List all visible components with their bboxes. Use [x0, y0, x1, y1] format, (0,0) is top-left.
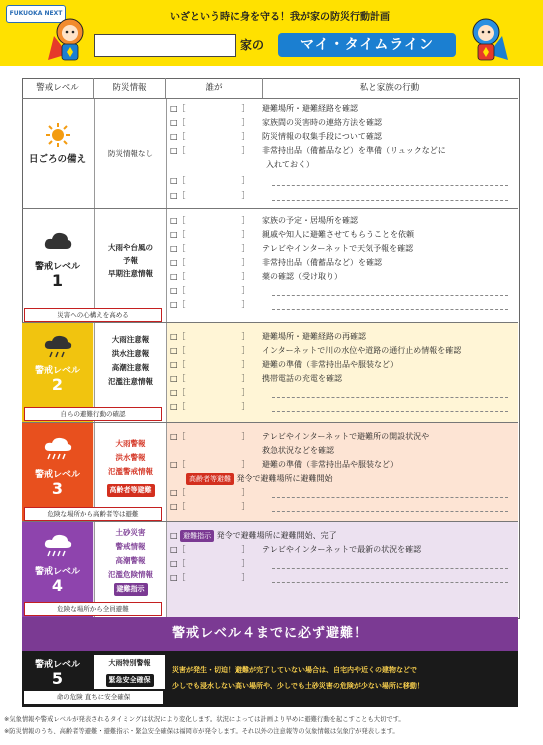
sun-icon [46, 123, 70, 147]
action-text: 家族の予定・居場所を確認 [262, 216, 358, 225]
table-header [22, 78, 518, 99]
action-text: 救急状況などを確認 [262, 446, 334, 455]
who-field[interactable]: □［ ］ [170, 132, 250, 141]
top-title: いざという時に身を守る！我が家の防災行動計画 [170, 12, 390, 23]
level-tag: 危険な場所から高齢者等は避難 [24, 507, 162, 521]
who-field[interactable]: □［ ］ [170, 176, 250, 185]
who-field[interactable]: □［ ］ [170, 460, 250, 469]
level-tag: 危険な場所から全員避難 [24, 602, 162, 616]
action-text: 非常持出品（備蓄品など）を確認 [262, 258, 382, 267]
action-blank-line[interactable] [272, 185, 508, 186]
rain-cloud-icon [44, 335, 72, 359]
info-text: 大雨や台風の [108, 243, 153, 252]
info-text: 早期注意情報 [108, 269, 153, 278]
mascot-left-icon [48, 16, 90, 64]
who-field[interactable]: □［ ］ [170, 502, 250, 511]
banner-text: 警戒レベル４までに必ず避難！ [171, 626, 368, 641]
who-field[interactable]: □［ ］ [170, 300, 250, 309]
action-blank-line[interactable] [272, 582, 508, 583]
info-text: 洪水注意報 [111, 349, 150, 358]
action-text: 発令で避難場所に避難開始 [236, 474, 333, 483]
row-daily [22, 98, 518, 209]
action-blank-line[interactable] [272, 511, 508, 512]
info-text: 氾濫注意情報 [108, 377, 153, 386]
info-text: 大雨警報 [115, 439, 146, 448]
level5-text: 災害が発生・切迫！避難が完了していない場合は、自宅内や近くの建物などで [172, 666, 417, 674]
who-field[interactable]: □［ ］ [170, 559, 250, 568]
mascot-right-icon [466, 16, 508, 64]
info-cell [94, 99, 167, 209]
row-level-5 [22, 651, 518, 707]
who-field[interactable]: □［ ］ [170, 216, 250, 225]
who-field[interactable]: □［ ］ [170, 230, 250, 239]
level-label: 警戒レベル [34, 262, 80, 272]
who-field[interactable]: □［ ］ [170, 191, 250, 200]
who-field[interactable]: □［ ］ [170, 332, 250, 341]
action-cell [262, 209, 518, 323]
action-text: 発令で避難場所に避難開始、完了 [216, 531, 337, 540]
level-tag: 災害への心構えを高める [24, 308, 162, 322]
action-text: テレビやインターネットで天気予報を確認 [262, 244, 414, 253]
action-blank-line[interactable] [272, 309, 508, 310]
info-text: 氾濫危険情報 [108, 570, 153, 579]
action-text: 避難の準備（非常持出品や服装など） [262, 460, 398, 469]
row-level-1 [22, 208, 518, 323]
action-blank-line[interactable] [272, 200, 508, 201]
action-text: 非常持出品（備蓄品など）を準備（リュックなどに [262, 146, 446, 155]
action-text: テレビやインターネットで最新の状況を確認 [262, 545, 422, 554]
info-text: 高潮注意報 [111, 363, 150, 372]
info-cell [94, 209, 167, 323]
who-field[interactable]: □［ ］ [170, 402, 250, 411]
action-cell [262, 323, 518, 423]
cloud-icon [44, 231, 72, 251]
level-label: 警戒レベル [34, 470, 80, 480]
action-text: 避難場所・避難経路を確認 [262, 104, 358, 113]
level-number: 4 [51, 576, 64, 595]
storm-icon [44, 534, 72, 558]
info-cell [94, 655, 165, 689]
who-field[interactable]: □［ ］ [170, 374, 250, 383]
heavy-rain-icon [44, 437, 72, 461]
inline-evac-line [186, 473, 333, 485]
main-title: マイ・タイムライン [278, 33, 456, 57]
action-blank-line[interactable] [272, 295, 508, 296]
th-who: 誰が [166, 78, 263, 98]
who-field[interactable]: □［ ］ [170, 388, 250, 397]
action-text: 防災情報の収集手段について確認 [262, 132, 382, 141]
action-text: 家族間の災害時の連絡方法を確認 [262, 118, 382, 127]
who-field[interactable]: □［ ］ [170, 272, 250, 281]
action-blank-line[interactable] [272, 411, 508, 412]
level-cell [22, 99, 93, 209]
action-text: 薬の確認（受け取り） [262, 272, 342, 281]
level-tag: 自らの避難行動の確認 [24, 407, 162, 421]
who-field[interactable]: □［ ］ [170, 545, 250, 554]
th-action: 私と家族の行動 [359, 83, 420, 93]
level-tag: 命の危険 直ちに安全確保 [24, 691, 163, 704]
info-text: 予報 [123, 256, 138, 265]
who-cell[interactable] [166, 323, 262, 423]
th-info: 防災情報 [94, 78, 166, 98]
action-text: 携帯電話の充電を確認 [262, 374, 342, 383]
level-label: 警戒レベル [34, 567, 80, 577]
level5-text: 少しでも浸水しない高い場所や、少しでも土砂災害の危険が少ない場所に移動！ [172, 682, 424, 690]
action-text: 親戚や知人に避難させてもらうことを依頼 [262, 230, 414, 239]
who-cell[interactable] [166, 99, 262, 209]
row-level-2 [22, 322, 518, 423]
action-text: 避難の準備（非常持出品や服装など） [262, 360, 398, 369]
who-field[interactable]: □［ ］ [170, 432, 250, 441]
th-level: 警戒レベル [22, 78, 94, 98]
level-label: 警戒レベル [34, 366, 80, 376]
who-field[interactable]: □［ ］ [170, 104, 250, 113]
level-name: 日ごろの備え [28, 154, 86, 165]
level-number: 3 [51, 479, 64, 498]
who-cell[interactable] [166, 209, 262, 323]
level-number: 1 [51, 271, 64, 290]
info-text: 防災情報なし [108, 149, 153, 158]
footnote: ※気象情報や警戒レベルが発表されるタイミングは状況により変化します。状況によっては計画より早めに避難行動を起こすことも大切です。 [4, 716, 405, 723]
info-text: 高潮警報 [115, 556, 146, 565]
who-field[interactable]: □［ ］ [170, 573, 250, 582]
family-suffix: 家の [240, 38, 265, 52]
info-text: 大雨特別警報 [108, 659, 151, 667]
who-field[interactable]: □［ ］ [170, 286, 250, 295]
who-field[interactable]: □［ ］ [170, 146, 250, 155]
evac-badge: 高齢者等避難 [107, 484, 155, 497]
row-level-4 [22, 521, 518, 618]
action-blank-line[interactable] [272, 568, 508, 569]
inline-evac-line [170, 530, 337, 542]
evacuate-banner [22, 617, 518, 651]
who-field[interactable]: □［ ］ [170, 244, 250, 253]
info-text: 氾濫警戒情報 [108, 467, 153, 476]
level-cell [22, 209, 93, 323]
who-field[interactable]: □［ ］ [170, 346, 250, 355]
level-number: 2 [51, 375, 64, 394]
action-text: インターネットで川の水位や道路の通行止め情報を確認 [262, 346, 462, 355]
who-field[interactable]: □［ ］ [170, 360, 250, 369]
inline-badge: 高齢者等避難 [186, 473, 234, 485]
who-field[interactable]: □［ ］ [170, 118, 250, 127]
action-text: テレビやインターネットで避難所の開設状況や [262, 432, 430, 441]
level-number: 5 [51, 669, 64, 688]
row-level-3 [22, 422, 518, 522]
action-blank-line[interactable] [272, 497, 508, 498]
family-name-input[interactable] [94, 34, 236, 57]
info-text: 土砂災害 [115, 528, 146, 537]
info-text: 洪水警報 [115, 453, 146, 462]
inline-badge: 避難指示 [180, 530, 214, 542]
action-cell [262, 99, 518, 209]
who-field[interactable]: □ [170, 531, 178, 540]
footnote: ※防災情報のうち、高齢者等避難・避難指示・緊急安全確保は福岡市が発令します。それ以外の注意報等の気象情報は気象庁が発表します。 [4, 728, 399, 735]
action-text: 入れておく） [266, 160, 314, 169]
action-blank-line[interactable] [272, 397, 508, 398]
level-label: 警戒レベル [34, 660, 80, 670]
evac-badge: 避難指示 [114, 583, 148, 596]
action-text: 避難場所・避難経路の再確認 [262, 332, 366, 341]
info-text: 警戒情報 [115, 542, 146, 551]
who-field[interactable]: □［ ］ [170, 488, 250, 497]
logo: FUKUOKA NEXT [6, 5, 66, 23]
evac-badge: 緊急安全確保 [106, 674, 154, 687]
info-text: 大雨注意報 [111, 335, 150, 344]
who-field[interactable]: □［ ］ [170, 258, 250, 267]
